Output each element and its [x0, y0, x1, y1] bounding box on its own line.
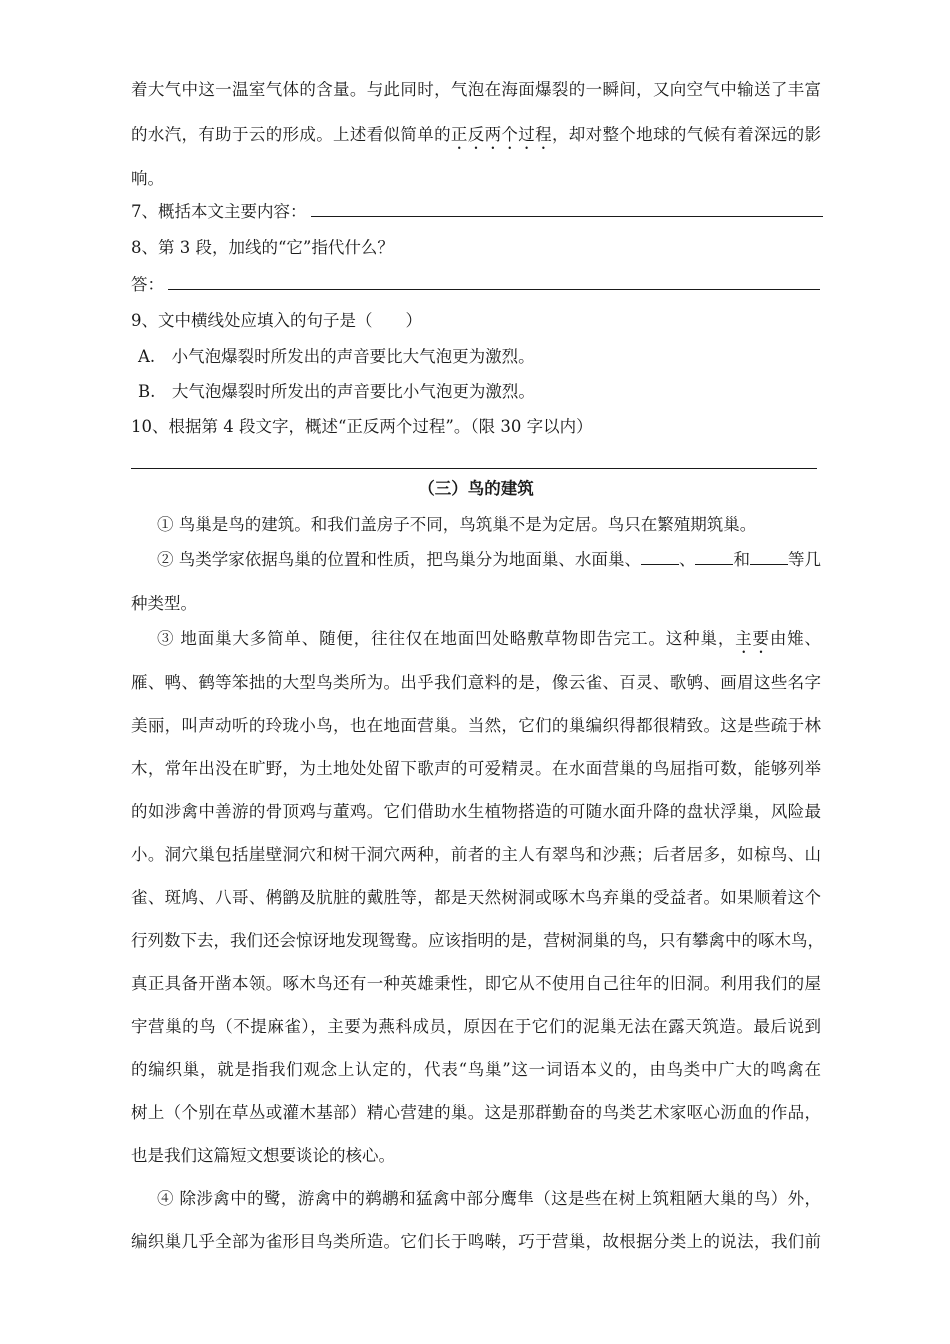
answer-blank[interactable]: [311, 215, 823, 217]
question-8: 8、第 3 段，加线的“它”指代什么？: [131, 238, 394, 257]
answer-blank[interactable]: [168, 288, 820, 290]
text-span: 由雉、: [769, 629, 821, 648]
paragraph-2-cont: 种类型。: [131, 594, 197, 613]
passage-line: 响。: [131, 169, 164, 188]
paragraph-line: 雁、鸭、鹤等笨拙的大型鸟类所为。出乎我们意料的是，像云雀、百灵、歌鸲、画眉这些名字: [131, 673, 821, 692]
fill-blank[interactable]: [750, 550, 788, 565]
paragraph-line: 雀、斑鸠、八哥、鸺鹠及肮脏的戴胜等，都是天然树洞或啄木鸟弃巢的受益者。如果顺着这个: [131, 888, 821, 907]
text-span: 和: [733, 550, 750, 569]
answer-8: [131, 275, 821, 295]
fill-blank[interactable]: [695, 550, 733, 565]
paragraph-line: 编织巢几乎全部为雀形目鸟类所造。它们长于鸣啭，巧于营巢，故根据分类上的说法，我们前: [131, 1232, 821, 1251]
paragraph-3: [157, 629, 821, 657]
text-span: ，却对整个地球的气候有着深远的影: [551, 125, 822, 144]
paragraph-line: 小。洞穴巢包括崖壁洞穴和树干洞穴两种，前者的主人有翠鸟和沙燕；后者居多，如椋鸟、山: [131, 845, 821, 864]
option-b[interactable]: B. 大气泡爆裂时所发出的声音要比小气泡更为激烈。: [138, 382, 535, 401]
paragraph-line: 的如涉禽中善游的骨顶鸡与董鸡。它们借助水生植物搭造的可随水面升降的盘状浮巢，风险最: [131, 802, 821, 821]
text-span: 的水汽，有助于云的形成。上述看似简单的: [131, 125, 451, 144]
text-span: ② 鸟类学家依据鸟巢的位置和性质，把鸟巢分为地面巢、水面巢、: [157, 550, 641, 569]
passage-line: 着大气中这一温室气体的含量。与此同时，气泡在海面爆裂的一瞬间，又向空气中输送了丰富: [131, 80, 821, 99]
question-7: [131, 202, 821, 222]
paragraph-line: 美丽，叫声动听的玲珑小鸟，也在地面营巢。当然，它们的巢编织得都很精致。这是些疏于林: [131, 716, 821, 735]
paragraph-1: ① 鸟巢是鸟的建筑。和我们盖房子不同，鸟筑巢不是为定居。鸟只在繁殖期筑巢。: [157, 515, 757, 534]
divider-line: [131, 468, 817, 469]
text-span: 、: [678, 550, 696, 569]
paragraph-2: [157, 550, 821, 570]
option-a[interactable]: A. 小气泡爆裂时所发出的声音要比大气泡更为激烈。: [138, 347, 535, 366]
paragraph-line: 木，常年出没在旷野，为土地处处留下歌声的可爱精灵。在水面营巢的鸟屈指可数，能够列举: [131, 759, 821, 778]
dotted-word: 主要: [735, 629, 770, 648]
paragraph-line: 也是我们这篇短文想要谈论的核心。: [131, 1146, 395, 1165]
dotted-phrase: 正反两个过程: [450, 125, 552, 144]
paragraph-line: 树上（个别在草丛或灌木基部）精心营建的巢。这是那群勤奋的鸟类艺术家呕心沥血的作品，: [131, 1103, 821, 1122]
paragraph-4: ④ 除涉禽中的鹭，游禽中的鹈鹕和猛禽中部分鹰隼（这是些在树上筑粗陋大巢的鸟）外，: [157, 1189, 821, 1208]
section-title: （三）鸟的建筑: [418, 479, 534, 498]
paragraph-line: 行列数下去，我们还会惊讶地发现鸳鸯。应该指明的是，营树洞巢的鸟，只有攀禽中的啄木鸟，: [131, 931, 824, 950]
paragraph-line: 的编织巢，就是指我们观念上认定的，代表“鸟巢”这一词语本义的，由鸟类中广大的鸣禽在: [131, 1060, 821, 1079]
text-span: 等几: [788, 550, 822, 569]
answer-label: 答：: [131, 275, 164, 294]
fill-blank[interactable]: [641, 550, 679, 565]
question-10: 10、根据第 4 段文字，概述“正反两个过程”。（限 30 字以内）: [131, 417, 593, 436]
paragraph-line: 宇营巢的鸟（不提麻雀），主要为燕科成员，原因在于它们的泥巢无法在露天筑造。最后说到: [131, 1017, 821, 1036]
question-text: 7、概括本文主要内容：: [131, 202, 307, 221]
paragraph-line: 真正具备开凿本领。啄木鸟还有一种英雄秉性，即它从不使用自己往年的旧洞。利用我们的屋: [131, 974, 821, 993]
text-span: ③ 地面巢大多简单、随便，往往仅在地面凹处略敷草物即告完工。这种巢，: [157, 629, 736, 648]
passage-line: [131, 125, 821, 153]
question-9: 9、文中横线处应填入的句子是（ ）: [131, 311, 422, 330]
